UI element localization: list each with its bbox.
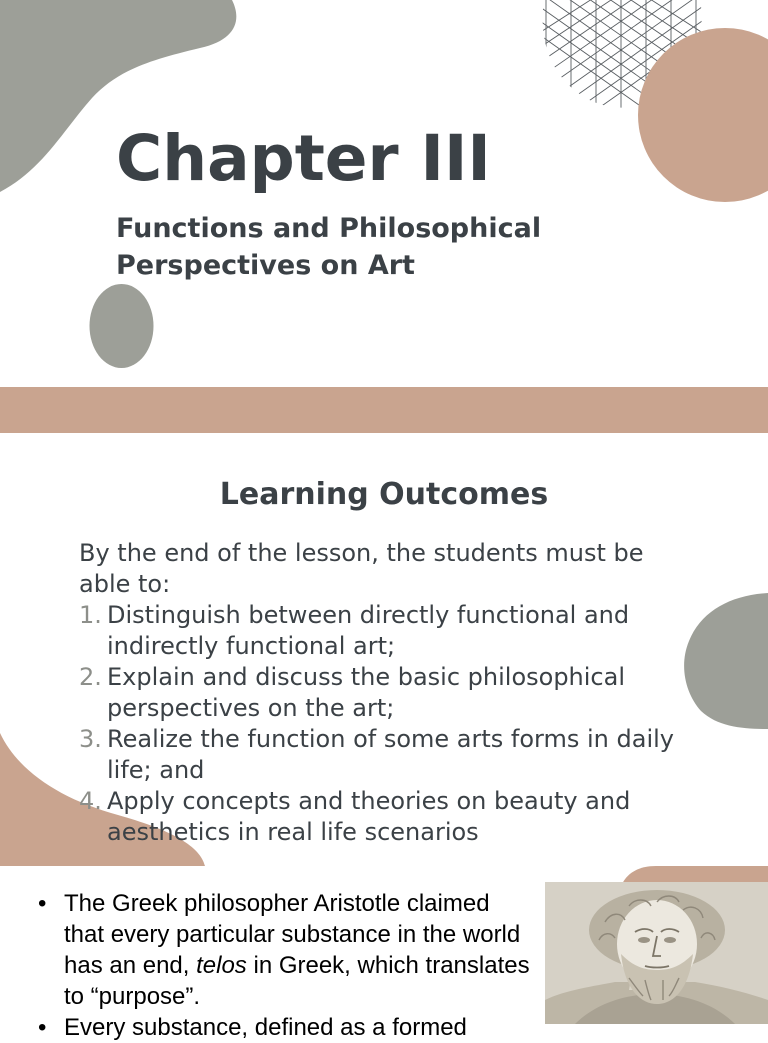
list-item	[79, 600, 699, 662]
aristotle-bust-image	[545, 882, 768, 1024]
outcomes-list	[79, 600, 699, 848]
list-item	[36, 888, 536, 1012]
title-slide	[0, 0, 768, 387]
slide-divider-band	[0, 387, 768, 433]
learning-outcomes-heading: Learning Outcomes	[219, 477, 549, 512]
bullet-text: The Greek philosopher Aristotle claimed that every particular substance in the world has an end,	[64, 890, 521, 979]
bullet-list	[36, 888, 536, 1043]
list-item	[79, 662, 699, 724]
italic-term: telos	[196, 952, 247, 979]
outcome-text: Realize the function of some arts forms in daily life; and	[107, 725, 674, 784]
aristotle-slide	[0, 866, 768, 1041]
learning-outcomes-slide	[0, 433, 768, 866]
list-item	[79, 724, 699, 786]
list-item	[79, 786, 699, 848]
bullet-text: in Greek, which translates to “purpose”.	[64, 952, 530, 1010]
bullet-text: Every substance, defined as a formed	[64, 1014, 467, 1041]
outcome-text: Apply concepts and theories on beauty and aesthetics in real life scenarios	[107, 787, 631, 846]
chapter-title: Chapter III	[116, 122, 491, 195]
tan-circle-top-right	[638, 28, 768, 202]
subtitle-line: Functions and Philosophical	[116, 213, 542, 244]
chapter-subtitle	[116, 210, 541, 284]
list-number: 1.	[79, 601, 102, 629]
outcome-text: Explain and discuss the basic philosophical perspectives on the art;	[107, 663, 626, 722]
intro-text: By the end of the lesson, the students must be able to:	[79, 539, 644, 598]
subtitle-line: Perspectives on Art	[116, 250, 415, 281]
outcome-text: Distinguish between directly functional and indirectly functional art;	[107, 601, 630, 660]
list-number: 3.	[79, 725, 102, 753]
gray-oval	[89, 283, 154, 369]
list-number: 2.	[79, 663, 102, 691]
list-item	[36, 1012, 536, 1043]
list-number: 4.	[79, 787, 102, 815]
